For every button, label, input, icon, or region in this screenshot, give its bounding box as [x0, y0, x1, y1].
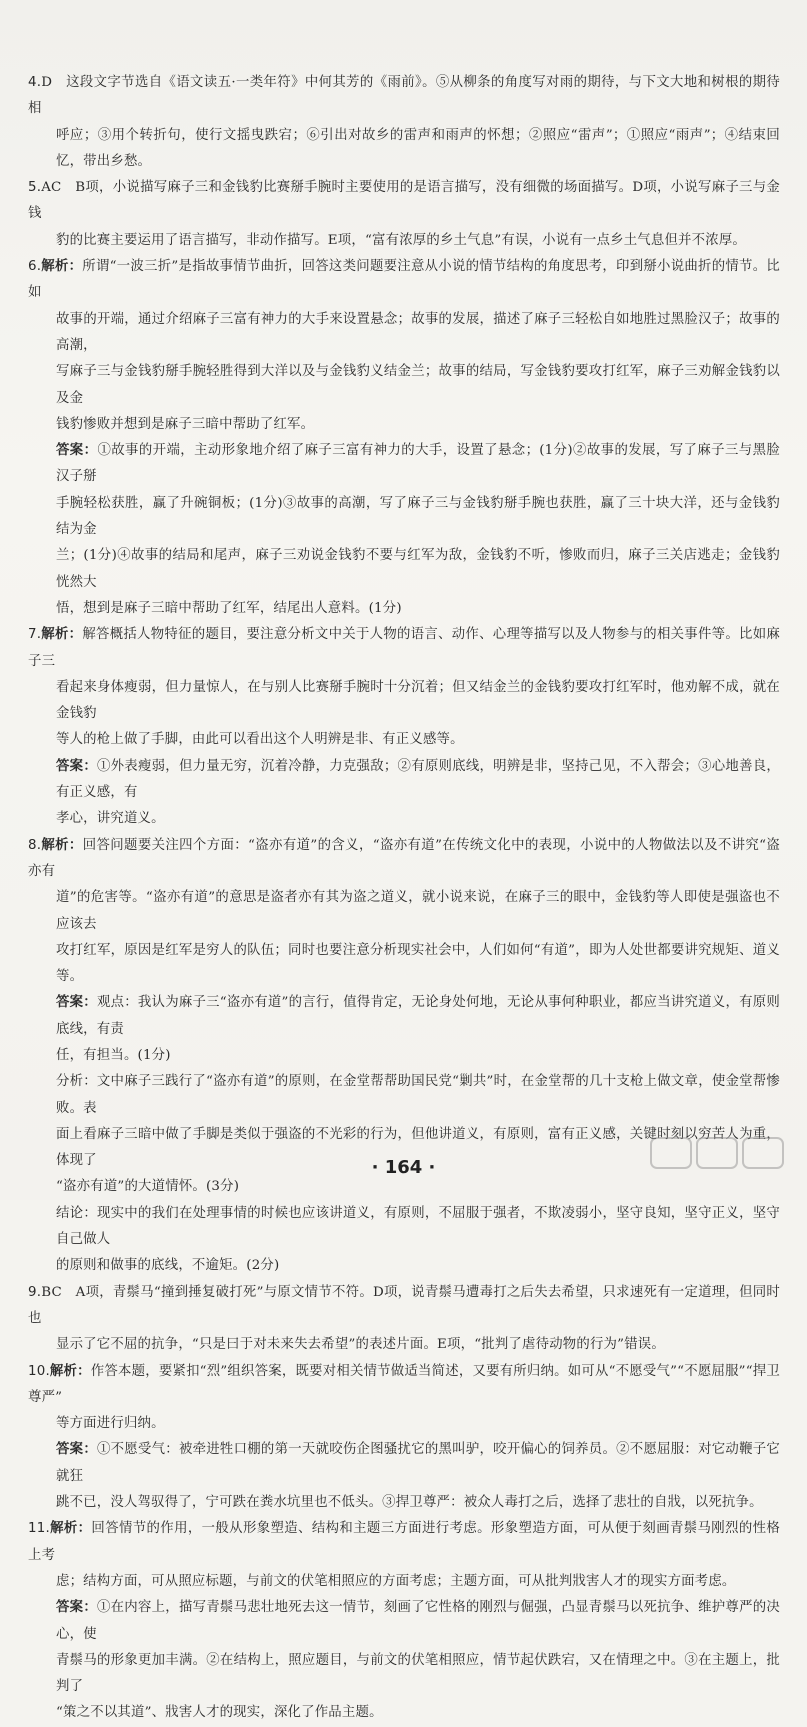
line-text: 看起来身体瘦弱，但力量惊人，在与别人比赛掰手腕时十分沉着；但又结金兰的金钱豹要攻打红军时，他劝解不成，就在金钱豹: [56, 679, 780, 722]
line-text: AC B项，小说描写麻子三和金钱豹比赛掰手腕时主要使用的是语言描写，没有细微的场面描写。D项，小说写麻子三与金钱: [28, 180, 780, 222]
analysis-line: [28, 412, 780, 438]
line-text: D 这段文字节选自《语文读五·一类年符》中何其芳的《雨前》。⑤从柳条的角度写对雨的期待，与下文大地和树根的期待相: [28, 75, 780, 117]
analysis-label: 解析：: [41, 259, 83, 275]
analysis-label: 解析：: [49, 1363, 91, 1379]
analysis-line: [28, 228, 780, 254]
answer-line: [28, 806, 780, 832]
question-number: 5.: [28, 180, 42, 196]
analysis-line: [28, 1359, 780, 1412]
question-item: [28, 833, 780, 1280]
question-item: [28, 175, 780, 254]
line-text: 跳不已，没人驾驭得了，宁可跌在粪水坑里也不低头。③捍卫尊严：被众人毒打之后，选择了悲壮的自戕，以死抗争。: [56, 1495, 763, 1511]
analysis-line: [28, 675, 780, 728]
answer-line: [28, 754, 780, 807]
question-number: 11.: [28, 1521, 50, 1537]
analysis-line: [28, 727, 780, 753]
question-item: [28, 1359, 780, 1517]
line-text: ①外表瘦弱，但力量无穷，沉着冷静，力克强敌；②有原则底线，明辨是非，坚持己见，不入帮会；③心地善良，有正义感，有: [56, 758, 780, 801]
answer-label: 答案：: [56, 1442, 97, 1458]
analysis-line: [28, 254, 780, 307]
analysis-line: [28, 359, 780, 412]
line-text: 显示了它不屈的抗争，“只是曰于对未来失去希望”的表述片面。E项，“批判了虐待动物的行为”错误。: [56, 1337, 665, 1353]
line-text: 兰；(1分)④故事的结局和尾声，麻子三劝说金钱豹不要与红军为敌，金钱豹不听，惨败而归，麻子三关店逃走；金钱豹恍然大: [56, 548, 780, 590]
line-text: 手腕轻松获胜，赢了升碗铜板；(1分)③故事的高潮，写了麻子三与金钱豹掰手腕也获胜，赢了三十块大洋，还与金钱豹结为金: [56, 495, 780, 538]
line-text: 所谓“一波三折”是指故事情节曲折，回答这类问题要注意从小说的情节结构的角度思考，印到掰小说曲折的情节。比如: [28, 259, 780, 301]
analysis-line: [28, 1411, 780, 1437]
question-number: 7.: [28, 627, 42, 643]
line-text: 攻打红军，原因是红军是穷人的队伍；同时也要注意分析现实社会中，人们如何“有道”，即为人处世都要讲究规矩、道义等。: [56, 942, 780, 985]
line-text: 呼应；③用个转折句，使行文摇曳跌宕；⑥引出对故乡的雷声和雨声的怀想；②照应“雷声”；①照应“雨声”；④结束回忆，带出乡愁。: [56, 127, 780, 169]
line-text: BC A项，青鬃马“撞到捶复破打死”与原文情节不符。D项，说青鬃马遭毒打之后失去希望，只求速死有一定道理，但同时也: [28, 1284, 780, 1326]
answer-line: “盗亦有道”的大道情怀。(3分): [56, 1179, 240, 1195]
answer-line: [28, 1700, 780, 1726]
analysis-line: [28, 1332, 780, 1358]
analysis-line: [28, 1516, 780, 1569]
answer-key-content: [28, 70, 780, 1727]
answer-line: 分析：文中麻子三践行了“盗亦有道”的原则，在金堂帮帮助国民党“剿共”时，在金堂帮的几十支枪上做文章，使金堂帮惨败。表: [56, 1074, 780, 1116]
analysis-line: [28, 175, 780, 228]
answer-label: 答案：: [56, 1600, 97, 1616]
line-text: 任，有担当。(1分): [56, 1047, 171, 1063]
line-text: 回答情节的作用，一般从形象塑造、结构和主题三方面进行考虑。形象塑造方面，可从便于刻画青鬃马刚烈的性格上考: [28, 1521, 780, 1563]
line-text: 观点：我认为麻子三“盗亦有道”的言行，值得肯定，无论身处何地，无论从事何种职业，都应当讲究道义，有原则底线，有责: [56, 995, 780, 1037]
line-text: 解答概括人物特征的题目，要注意分析文中关于人物的语言、动作、心理等描写以及人物参与的相关事件等。比如麻子三: [28, 627, 780, 669]
question-item: [28, 1516, 780, 1726]
answer-line: [28, 1437, 780, 1490]
analysis-line: [28, 885, 780, 938]
line-text: ①在内容上，描写青鬃马悲壮地死去这一情节，刻画了它性格的刚烈与倔强，凸显青鬃马以死抗争、维护尊严的决心，使: [56, 1600, 780, 1642]
line-text: 道”的危害等。“盗亦有道”的意思是盗者亦有其为盗之道义，就小说来说，在麻子三的眼中，金钱豹等人即使是强盗也不应该去: [56, 890, 780, 932]
line-text: 等人的枪上做了手脚，由此可以看出这个人明辨是非、有正义感等。: [56, 732, 464, 748]
answer-line: 的原则和做事的底线，不逾矩。(2分): [56, 1258, 280, 1274]
question-item: [28, 254, 780, 622]
line-text: ①故事的开端，主动形象地介绍了麻子三富有神力的大手，设置了悬念；(1分)②故事的发展，写了麻子三与黑脸汉子掰: [56, 443, 780, 485]
line-text: 等方面进行归纳。: [56, 1416, 165, 1432]
analysis-label: 解析：: [41, 627, 83, 643]
question-item: [28, 70, 780, 175]
question-number: 6.: [28, 259, 42, 275]
question-number: 10.: [28, 1363, 50, 1379]
line-text: 虑；结构方面，可从照应标题，与前文的伏笔相照应的方面考虑；主题方面，可从批判戕害人才的现实方面考虑。: [56, 1573, 736, 1589]
answer-label: 答案：: [56, 758, 97, 774]
answer-line: [28, 990, 780, 1043]
line-text: 写麻子三与金钱豹掰手腕轻胜得到大洋以及与金钱豹义结金兰；故事的结局，写金钱豹要攻打红军，麻子三劝解金钱豹以及金: [56, 364, 780, 406]
analysis-line: [28, 307, 780, 360]
analysis-line: [28, 1569, 780, 1595]
answer-label: 答案：: [56, 443, 98, 459]
analysis-label: 解析：: [41, 837, 83, 853]
analysis-line: [28, 938, 780, 991]
answer-line: [28, 596, 780, 622]
answer-line: 结论：现实中的我们在处理事情的时候也应该讲道义，有原则，不屈服于强者，不欺凌弱小，坚守良知，坚守正义，坚守自己做人: [56, 1205, 780, 1248]
line-text: 青鬃马的形象更加丰满。②在结构上，照应题目，与前文的伏笔相照应，情节起伏跌宕，又在情理之中。③在主题上，批判了: [56, 1652, 780, 1695]
question-number: 4.: [28, 75, 42, 90]
line-text: 孝心，讲究道义。: [56, 811, 165, 827]
page-number: · 164 ·: [371, 1157, 436, 1178]
answer-line: 面上看麻子三暗中做了手脚是类似于强盗的不光彩的行为，但他讲道义，有原则，富有正义感，关键时刻以穷苦人为重，体现了: [56, 1126, 780, 1169]
question-number: 9.: [28, 1284, 42, 1300]
line-text: 作答本题，要紧扣“烈”组织答案，既要对相关情节做适当简述，又要有所归纳。如可从“不愿受气”“不愿屈服”“捍卫尊严”: [28, 1363, 781, 1405]
line-text: 回答问题要关注四个方面：“盗亦有道”的含义，“盗亦有道”在传统文化中的表现，小说中的人物做法以及不讲究“盗亦有: [28, 837, 780, 879]
analysis-line: [28, 622, 780, 675]
analysis-label: 解析：: [49, 1521, 92, 1537]
analysis-line: [28, 123, 780, 176]
question-number: 8.: [28, 837, 42, 853]
analysis-line: [28, 70, 780, 123]
answer-line: [28, 491, 780, 544]
answer-line: [28, 543, 780, 596]
line-text: ①不愿受气：被牵进牲口棚的第一天就咬伤企图骚扰它的黑叫驴，咬开偏心的饲养员。②不愿屈服：对它动鞭子它就狂: [56, 1442, 780, 1484]
question-item: [28, 622, 780, 832]
analysis-line: [28, 833, 780, 886]
question-item: [28, 1280, 780, 1359]
analysis-line: [28, 1280, 780, 1333]
line-text: 悟，想到是麻子三暗中帮助了红军，结尾出人意料。(1分): [56, 600, 402, 616]
answer-line: [28, 438, 780, 491]
line-text: “策之不以其道”、戕害人才的现实，深化了作品主题。: [56, 1705, 383, 1721]
watermark-logo-icon: [643, 1132, 793, 1190]
line-text: 钱豹惨败并想到是麻子三暗中帮助了红军。: [56, 416, 315, 432]
answer-line: [28, 1595, 780, 1648]
line-text: 豹的比赛主要运用了语言描写，非动作描写。E项，“富有浓厚的乡土气息”有误，小说有一点乡土气息但并不浓厚。: [56, 232, 747, 248]
answer-line: [28, 1490, 780, 1516]
answer-label: 答案：: [56, 995, 97, 1011]
answer-line: [28, 1043, 780, 1069]
answer-line: [28, 1648, 780, 1701]
line-text: 故事的开端，通过介绍麻子三富有神力的大手来设置悬念；故事的发展，描述了麻子三轻松自如地胜过黑脸汉子；故事的高潮，: [56, 311, 780, 353]
